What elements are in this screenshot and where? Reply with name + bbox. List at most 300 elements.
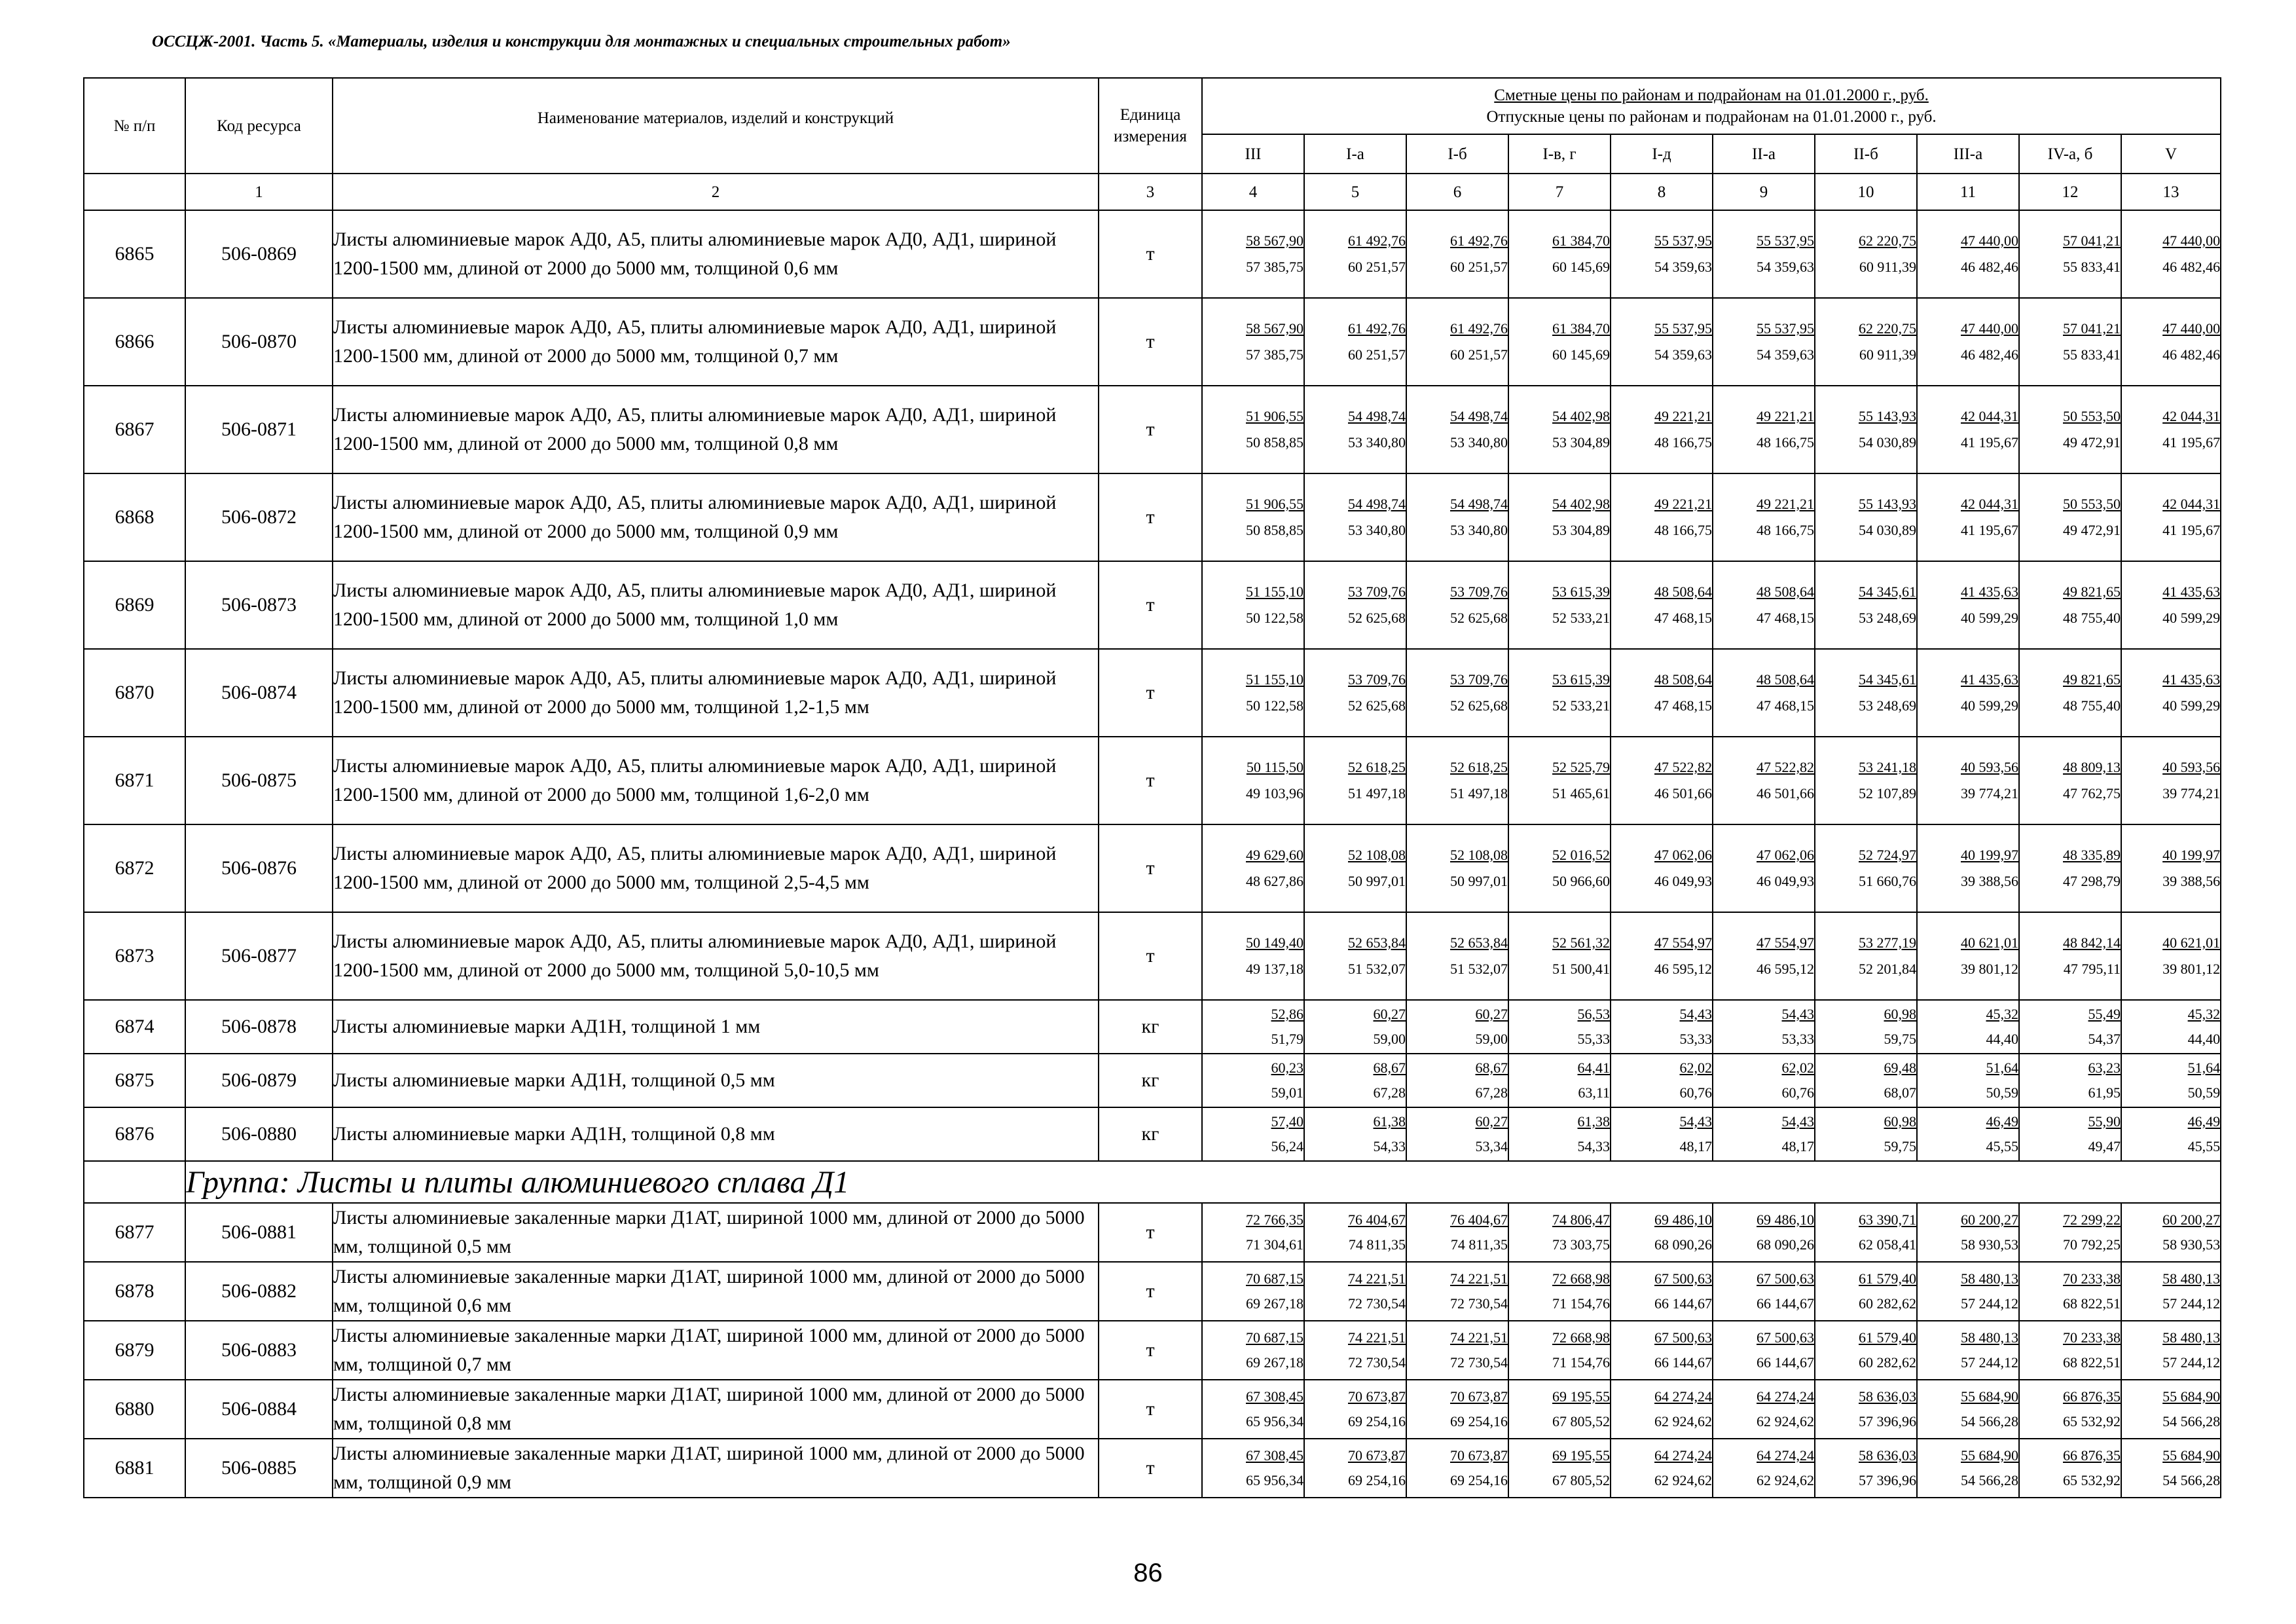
wholesale-price: 46 049,93	[1654, 873, 1712, 889]
table-row	[84, 210, 2221, 298]
resource-code: 506-0869	[185, 210, 333, 298]
price-cell	[1202, 561, 1304, 649]
price-cell	[2121, 210, 2221, 298]
price-cell	[1406, 1380, 1508, 1439]
estimated-price: 58 567,90	[1246, 320, 1303, 337]
estimated-price: 58 567,90	[1246, 232, 1303, 249]
price-cell	[1406, 210, 1508, 298]
price-cell	[1713, 561, 1815, 649]
estimated-price: 67 500,63	[1654, 1270, 1712, 1287]
prices-estimated-label: Сметные цены по районам и подрайонам на 01.01.2000 г., руб.	[1494, 86, 1929, 104]
estimated-price: 54,43	[1679, 1113, 1712, 1130]
column-index: 6	[1406, 174, 1508, 210]
region-header: IV-а, б	[2019, 134, 2121, 174]
row-number: 6879	[84, 1321, 185, 1380]
col-header-prices	[1202, 78, 2221, 134]
row-number: 6877	[84, 1203, 185, 1262]
price-cell	[1917, 649, 2019, 737]
wholesale-price: 53 340,80	[1450, 522, 1508, 538]
wholesale-price: 72 730,54	[1450, 1295, 1508, 1312]
price-cell	[1713, 298, 1815, 386]
wholesale-price: 66 144,67	[1757, 1295, 1814, 1312]
table-row	[84, 561, 2221, 649]
estimated-price: 40 593,56	[2162, 759, 2221, 775]
estimated-price: 53 615,39	[1552, 583, 1610, 600]
price-cell	[1815, 1262, 1917, 1321]
estimated-price: 70 673,87	[1348, 1447, 1406, 1464]
unit-of-measure: т	[1099, 1262, 1202, 1321]
wholesale-price: 74 811,35	[1348, 1236, 1406, 1253]
unit-of-measure: т	[1099, 737, 1202, 824]
wholesale-price: 46 501,66	[1757, 785, 1814, 802]
estimated-price: 45,32	[2187, 1006, 2221, 1022]
wholesale-price: 50 858,85	[1246, 522, 1303, 538]
wholesale-price: 50 997,01	[1348, 873, 1406, 889]
price-cell	[2019, 1262, 2121, 1321]
price-cell	[1713, 473, 1815, 561]
wholesale-price: 53,33	[1679, 1031, 1712, 1047]
estimated-price: 40 621,01	[1961, 934, 2018, 951]
estimated-price: 47 440,00	[2162, 232, 2221, 249]
wholesale-price: 53 304,89	[1552, 434, 1610, 451]
wholesale-price: 52 201,84	[1859, 961, 1916, 977]
estimated-price: 50 115,50	[1246, 759, 1303, 775]
estimated-price: 68,67	[1475, 1060, 1508, 1076]
price-cell	[2019, 298, 2121, 386]
estimated-price: 55 684,90	[2162, 1447, 2221, 1464]
price-cell	[1202, 210, 1304, 298]
wholesale-price: 47 468,15	[1757, 610, 1814, 626]
price-cell	[1304, 561, 1406, 649]
estimated-price: 72 766,35	[1246, 1211, 1303, 1228]
price-cell	[1406, 298, 1508, 386]
price-cell	[2019, 1203, 2121, 1262]
price-cell	[1202, 473, 1304, 561]
wholesale-price: 49 472,91	[2063, 434, 2121, 451]
wholesale-price: 48 166,75	[1654, 522, 1712, 538]
price-cell	[1917, 824, 2019, 912]
wholesale-price: 52 625,68	[1450, 697, 1508, 714]
wholesale-price: 48 755,40	[2063, 610, 2121, 626]
price-cell	[1713, 912, 1815, 1000]
price-cell	[1815, 1321, 1917, 1380]
estimated-price: 48 809,13	[2063, 759, 2121, 775]
price-cell	[1304, 1000, 1406, 1054]
wholesale-price: 51 532,07	[1348, 961, 1406, 977]
table-row	[84, 473, 2221, 561]
table-row	[84, 386, 2221, 473]
price-cell	[2121, 1439, 2221, 1498]
price-cell	[1406, 1321, 1508, 1380]
estimated-price: 47 522,82	[1654, 759, 1712, 775]
unit-of-measure: т	[1099, 1321, 1202, 1380]
wholesale-price: 49,47	[2088, 1138, 2121, 1154]
wholesale-price: 40 599,29	[1961, 610, 2018, 626]
table-row	[84, 824, 2221, 912]
estimated-price: 58 636,03	[1859, 1388, 1916, 1405]
estimated-price: 60,27	[1475, 1006, 1508, 1022]
material-name: Листы алюминиевые закаленные марки Д1АТ, шириной 1000 мм, длиной от 2000 до 5000 мм, толщиной 0,6 мм	[333, 1262, 1099, 1321]
unit-of-measure: т	[1099, 386, 1202, 473]
row-number: 6868	[84, 473, 185, 561]
price-cell	[1713, 824, 1815, 912]
price-cell	[1917, 1203, 2019, 1262]
material-name: Листы алюминиевые марок АД0, А5, плиты алюминиевые марок АД0, АД1, шириной 1200-1500 мм, длиной от 2000 до 5000 мм, толщиной 1,6-2,0 мм	[333, 737, 1099, 824]
material-name: Листы алюминиевые закаленные марки Д1АТ, шириной 1000 мм, длиной от 2000 до 5000 мм, толщиной 0,7 мм	[333, 1321, 1099, 1380]
estimated-price: 49 221,21	[1757, 408, 1814, 424]
material-name: Листы алюминиевые марки АД1Н, толщиной 1 мм	[333, 1000, 1099, 1054]
wholesale-price: 51 500,41	[1552, 961, 1610, 977]
price-cell	[1815, 824, 1917, 912]
wholesale-price: 53 340,80	[1450, 434, 1508, 451]
wholesale-price: 51 497,18	[1348, 785, 1406, 802]
estimated-price: 42 044,31	[2162, 496, 2221, 512]
table-row	[84, 1262, 2221, 1321]
price-cell	[1304, 1054, 1406, 1107]
price-cell	[2019, 1107, 2121, 1161]
estimated-price: 70 673,87	[1450, 1388, 1508, 1405]
region-header: II-а	[1713, 134, 1815, 174]
wholesale-price: 71 154,76	[1552, 1354, 1610, 1371]
estimated-price: 70 233,38	[2063, 1270, 2121, 1287]
price-cell	[2121, 1321, 2221, 1380]
region-header: I-а	[1304, 134, 1406, 174]
estimated-price: 55,49	[2088, 1006, 2121, 1022]
col-header-unit: Единица измерения	[1099, 78, 1202, 174]
wholesale-price: 46 595,12	[1757, 961, 1814, 977]
wholesale-price: 72 730,54	[1348, 1354, 1406, 1371]
estimated-price: 67 500,63	[1757, 1270, 1814, 1287]
estimated-price: 61 492,76	[1348, 320, 1406, 337]
price-cell	[2121, 473, 2221, 561]
estimated-price: 70 687,15	[1246, 1270, 1303, 1287]
resource-code: 506-0880	[185, 1107, 333, 1161]
resource-code: 506-0875	[185, 737, 333, 824]
price-cell	[1508, 298, 1611, 386]
price-cell	[1611, 386, 1713, 473]
wholesale-price: 57 244,12	[1961, 1354, 2018, 1371]
estimated-price: 54 345,61	[1859, 583, 1916, 600]
estimated-price: 64 274,24	[1654, 1447, 1712, 1464]
price-cell	[1611, 210, 1713, 298]
unit-of-measure: кг	[1099, 1107, 1202, 1161]
price-cell	[1815, 1054, 1917, 1107]
table-row	[84, 1000, 2221, 1054]
estimated-price: 64 274,24	[1757, 1388, 1814, 1405]
price-cell	[1611, 912, 1713, 1000]
wholesale-price: 47 468,15	[1757, 697, 1814, 714]
resource-code: 506-0882	[185, 1262, 333, 1321]
material-name: Листы алюминиевые марок АД0, А5, плиты алюминиевые марок АД0, АД1, шириной 1200-1500 мм, длиной от 2000 до 5000 мм, толщиной 5,0-10,5 мм	[333, 912, 1099, 1000]
wholesale-price: 46 501,66	[1654, 785, 1712, 802]
price-cell	[1611, 298, 1713, 386]
price-cell	[1508, 912, 1611, 1000]
wholesale-price: 52 625,68	[1450, 610, 1508, 626]
estimated-price: 49 821,65	[2063, 671, 2121, 688]
wholesale-price: 41 195,67	[1961, 522, 2018, 538]
wholesale-price: 67 805,52	[1552, 1413, 1610, 1430]
estimated-price: 62 220,75	[1859, 232, 1916, 249]
estimated-price: 42 044,31	[2162, 408, 2221, 424]
resource-code: 506-0885	[185, 1439, 333, 1498]
price-cell	[1202, 824, 1304, 912]
wholesale-price: 51 465,61	[1552, 785, 1610, 802]
estimated-price: 49 629,60	[1246, 847, 1303, 863]
wholesale-price: 44,40	[2187, 1031, 2221, 1047]
price-cell	[1815, 1380, 1917, 1439]
estimated-price: 72 668,98	[1552, 1270, 1610, 1287]
price-cell	[1202, 1439, 1304, 1498]
wholesale-price: 60 145,69	[1552, 259, 1610, 275]
wholesale-price: 51 497,18	[1450, 785, 1508, 802]
wholesale-price: 66 144,67	[1654, 1295, 1712, 1312]
price-cell	[1508, 1262, 1611, 1321]
wholesale-price: 68 090,26	[1757, 1236, 1814, 1253]
table-row	[84, 1203, 2221, 1262]
group-row	[84, 1161, 2221, 1203]
estimated-price: 58 480,13	[2162, 1329, 2221, 1346]
wholesale-price: 40 599,29	[2162, 610, 2221, 626]
price-cell	[1917, 561, 2019, 649]
wholesale-price: 46 049,93	[1757, 873, 1814, 889]
wholesale-price: 74 811,35	[1450, 1236, 1508, 1253]
price-cell	[1815, 298, 1917, 386]
wholesale-price: 67,28	[1475, 1084, 1508, 1101]
wholesale-price: 65 532,92	[2063, 1472, 2121, 1488]
wholesale-price: 52 533,21	[1552, 697, 1610, 714]
wholesale-price: 47 762,75	[2063, 785, 2121, 802]
material-name: Листы алюминиевые закаленные марки Д1АТ, шириной 1000 мм, длиной от 2000 до 5000 мм, толщиной 0,5 мм	[333, 1203, 1099, 1262]
price-cell	[2121, 824, 2221, 912]
estimated-price: 41 435,63	[1961, 583, 2018, 600]
wholesale-price: 40 599,29	[1961, 697, 2018, 714]
estimated-price: 61 492,76	[1450, 232, 1508, 249]
price-cell	[2019, 473, 2121, 561]
wholesale-price: 39 774,21	[2162, 785, 2221, 802]
table-row	[84, 1380, 2221, 1439]
col-header-name: Наименование материалов, изделий и конструкций	[333, 78, 1099, 174]
estimated-price: 61 384,70	[1552, 320, 1610, 337]
wholesale-price: 56,24	[1271, 1138, 1303, 1154]
wholesale-price: 39 388,56	[2162, 873, 2221, 889]
estimated-price: 66 876,35	[2063, 1388, 2121, 1405]
price-cell	[1304, 1439, 1406, 1498]
wholesale-price: 72 730,54	[1450, 1354, 1508, 1371]
unit-of-measure: т	[1099, 561, 1202, 649]
unit-of-measure: т	[1099, 210, 1202, 298]
price-cell	[2019, 1000, 2121, 1054]
wholesale-price: 46 482,46	[1961, 259, 2018, 275]
estimated-price: 45,32	[1986, 1006, 2018, 1022]
estimated-price: 58 480,13	[2162, 1270, 2221, 1287]
price-cell	[2019, 824, 2121, 912]
estimated-price: 54,43	[1679, 1006, 1712, 1022]
estimated-price: 49 221,21	[1654, 408, 1712, 424]
estimated-price: 62,02	[1679, 1060, 1712, 1076]
price-cell	[2121, 298, 2221, 386]
price-cell	[1713, 1000, 1815, 1054]
price-cell	[1202, 737, 1304, 824]
resource-code: 506-0876	[185, 824, 333, 912]
wholesale-price: 60 251,57	[1348, 346, 1406, 363]
price-cell	[1202, 1321, 1304, 1380]
estimated-price: 54 498,74	[1348, 496, 1406, 512]
column-index: 1	[185, 174, 333, 210]
wholesale-price: 53,34	[1475, 1138, 1508, 1154]
wholesale-price: 48,17	[1679, 1138, 1712, 1154]
price-cell	[1611, 1107, 1713, 1161]
wholesale-price: 71 304,61	[1246, 1236, 1303, 1253]
wholesale-price: 55,33	[1577, 1031, 1610, 1047]
price-cell	[2121, 1203, 2221, 1262]
wholesale-price: 73 303,75	[1552, 1236, 1610, 1253]
wholesale-price: 62 058,41	[1859, 1236, 1916, 1253]
estimated-price: 48 335,89	[2063, 847, 2121, 863]
wholesale-price: 69 267,18	[1246, 1295, 1303, 1312]
wholesale-price: 39 801,12	[1961, 961, 2018, 977]
wholesale-price: 54 566,28	[2162, 1472, 2221, 1488]
resource-code: 506-0873	[185, 561, 333, 649]
wholesale-price: 52 107,89	[1859, 785, 1916, 802]
price-cell	[1815, 210, 1917, 298]
table-row	[84, 912, 2221, 1000]
estimated-price: 53 709,76	[1450, 583, 1508, 600]
estimated-price: 55 537,95	[1757, 232, 1814, 249]
price-cell	[1611, 561, 1713, 649]
estimated-price: 46,49	[2187, 1113, 2221, 1130]
estimated-price: 51,64	[1986, 1060, 2018, 1076]
estimated-price: 40 199,97	[2162, 847, 2221, 863]
estimated-price: 41 435,63	[2162, 583, 2221, 600]
wholesale-price: 52 625,68	[1348, 610, 1406, 626]
estimated-price: 52 618,25	[1348, 759, 1406, 775]
price-cell	[1917, 1000, 2019, 1054]
unit-of-measure: т	[1099, 912, 1202, 1000]
wholesale-price: 50 997,01	[1450, 873, 1508, 889]
price-cell	[1406, 1262, 1508, 1321]
price-cell	[1406, 824, 1508, 912]
price-cell	[1202, 649, 1304, 737]
price-cell	[1611, 824, 1713, 912]
price-cell	[1611, 1203, 1713, 1262]
estimated-price: 52 618,25	[1450, 759, 1508, 775]
price-cell	[1406, 1439, 1508, 1498]
price-cell	[1917, 1380, 2019, 1439]
estimated-price: 57 041,21	[2063, 232, 2121, 249]
column-index: 3	[1099, 174, 1202, 210]
estimated-price: 55 143,93	[1859, 408, 1916, 424]
wholesale-price: 60 251,57	[1450, 346, 1508, 363]
price-cell	[1713, 386, 1815, 473]
estimated-price: 72 668,98	[1552, 1329, 1610, 1346]
estimated-price: 74 221,51	[1348, 1329, 1406, 1346]
price-cell	[1406, 1203, 1508, 1262]
material-name: Листы алюминиевые марок АД0, А5, плиты алюминиевые марок АД0, АД1, шириной 1200-1500 мм, длиной от 2000 до 5000 мм, толщиной 0,7 мм	[333, 298, 1099, 386]
resource-code: 506-0874	[185, 649, 333, 737]
wholesale-price: 46 482,46	[2162, 259, 2221, 275]
estimated-price: 74 221,51	[1450, 1270, 1508, 1287]
estimated-price: 55 684,90	[1961, 1447, 2018, 1464]
wholesale-price: 45,55	[1986, 1138, 2018, 1154]
estimated-price: 55 537,95	[1654, 320, 1712, 337]
price-cell	[2019, 386, 2121, 473]
estimated-price: 54 498,74	[1450, 496, 1508, 512]
price-cell	[1713, 1203, 1815, 1262]
price-cell	[1406, 737, 1508, 824]
estimated-price: 74 221,51	[1450, 1329, 1508, 1346]
price-cell	[1815, 912, 1917, 1000]
material-name: Листы алюминиевые марок АД0, А5, плиты алюминиевые марок АД0, АД1, шириной 1200-1500 мм, длиной от 2000 до 5000 мм, толщиной 2,5-4,5 мм	[333, 824, 1099, 912]
wholesale-price: 41 195,67	[2162, 434, 2221, 451]
wholesale-price: 50 858,85	[1246, 434, 1303, 451]
price-cell	[1713, 1321, 1815, 1380]
estimated-price: 41 435,63	[1961, 671, 2018, 688]
estimated-price: 53 277,19	[1859, 934, 1916, 951]
wholesale-price: 54,33	[1373, 1138, 1406, 1154]
price-cell	[1917, 1439, 2019, 1498]
estimated-price: 61 492,76	[1450, 320, 1508, 337]
wholesale-price: 69 254,16	[1450, 1472, 1508, 1488]
table-row	[84, 737, 2221, 824]
wholesale-price: 59,00	[1373, 1031, 1406, 1047]
wholesale-price: 53,33	[1781, 1031, 1814, 1047]
estimated-price: 62,02	[1781, 1060, 1814, 1076]
price-cell	[1713, 737, 1815, 824]
wholesale-price: 54 566,28	[1961, 1472, 2018, 1488]
price-cell	[1815, 386, 1917, 473]
price-cell	[1917, 473, 2019, 561]
price-cell	[2121, 1000, 2221, 1054]
price-cell	[2019, 1380, 2121, 1439]
price-cell	[1508, 386, 1611, 473]
estimated-price: 60 200,27	[2162, 1211, 2221, 1228]
price-cell	[1304, 473, 1406, 561]
estimated-price: 53 709,76	[1348, 671, 1406, 688]
price-cell	[1304, 1321, 1406, 1380]
wholesale-price: 48 755,40	[2063, 697, 2121, 714]
column-index: 5	[1304, 174, 1406, 210]
price-cell	[2019, 912, 2121, 1000]
price-cell	[1917, 1107, 2019, 1161]
price-cell	[1508, 1203, 1611, 1262]
estimated-price: 70 233,38	[2063, 1329, 2121, 1346]
material-name: Листы алюминиевые марок АД0, А5, плиты алюминиевые марок АД0, АД1, шириной 1200-1500 мм, длиной от 2000 до 5000 мм, толщиной 0,8 мм	[333, 386, 1099, 473]
price-cell	[1304, 1380, 1406, 1439]
wholesale-price: 59,75	[1884, 1138, 1916, 1154]
wholesale-price: 59,75	[1884, 1031, 1916, 1047]
estimated-price: 48 508,64	[1757, 583, 1814, 600]
price-cell	[1406, 1054, 1508, 1107]
estimated-price: 69 195,55	[1552, 1388, 1610, 1405]
estimated-price: 51 906,55	[1246, 408, 1303, 424]
resource-code: 506-0877	[185, 912, 333, 1000]
price-cell	[1917, 298, 2019, 386]
wholesale-price: 59,01	[1271, 1084, 1303, 1101]
wholesale-price: 69 254,16	[1348, 1413, 1406, 1430]
estimated-price: 53 615,39	[1552, 671, 1610, 688]
wholesale-price: 51 532,07	[1450, 961, 1508, 977]
estimated-price: 51,64	[2187, 1060, 2221, 1076]
estimated-price: 69,48	[1884, 1060, 1916, 1076]
material-name: Листы алюминиевые марки АД1Н, толщиной 0,5 мм	[333, 1054, 1099, 1107]
table-row	[84, 649, 2221, 737]
price-cell	[1508, 1107, 1611, 1161]
wholesale-price: 65 532,92	[2063, 1413, 2121, 1430]
estimated-price: 52 108,08	[1348, 847, 1406, 863]
row-number: 6873	[84, 912, 185, 1000]
wholesale-price: 46 482,46	[1961, 346, 2018, 363]
region-header: III	[1202, 134, 1304, 174]
